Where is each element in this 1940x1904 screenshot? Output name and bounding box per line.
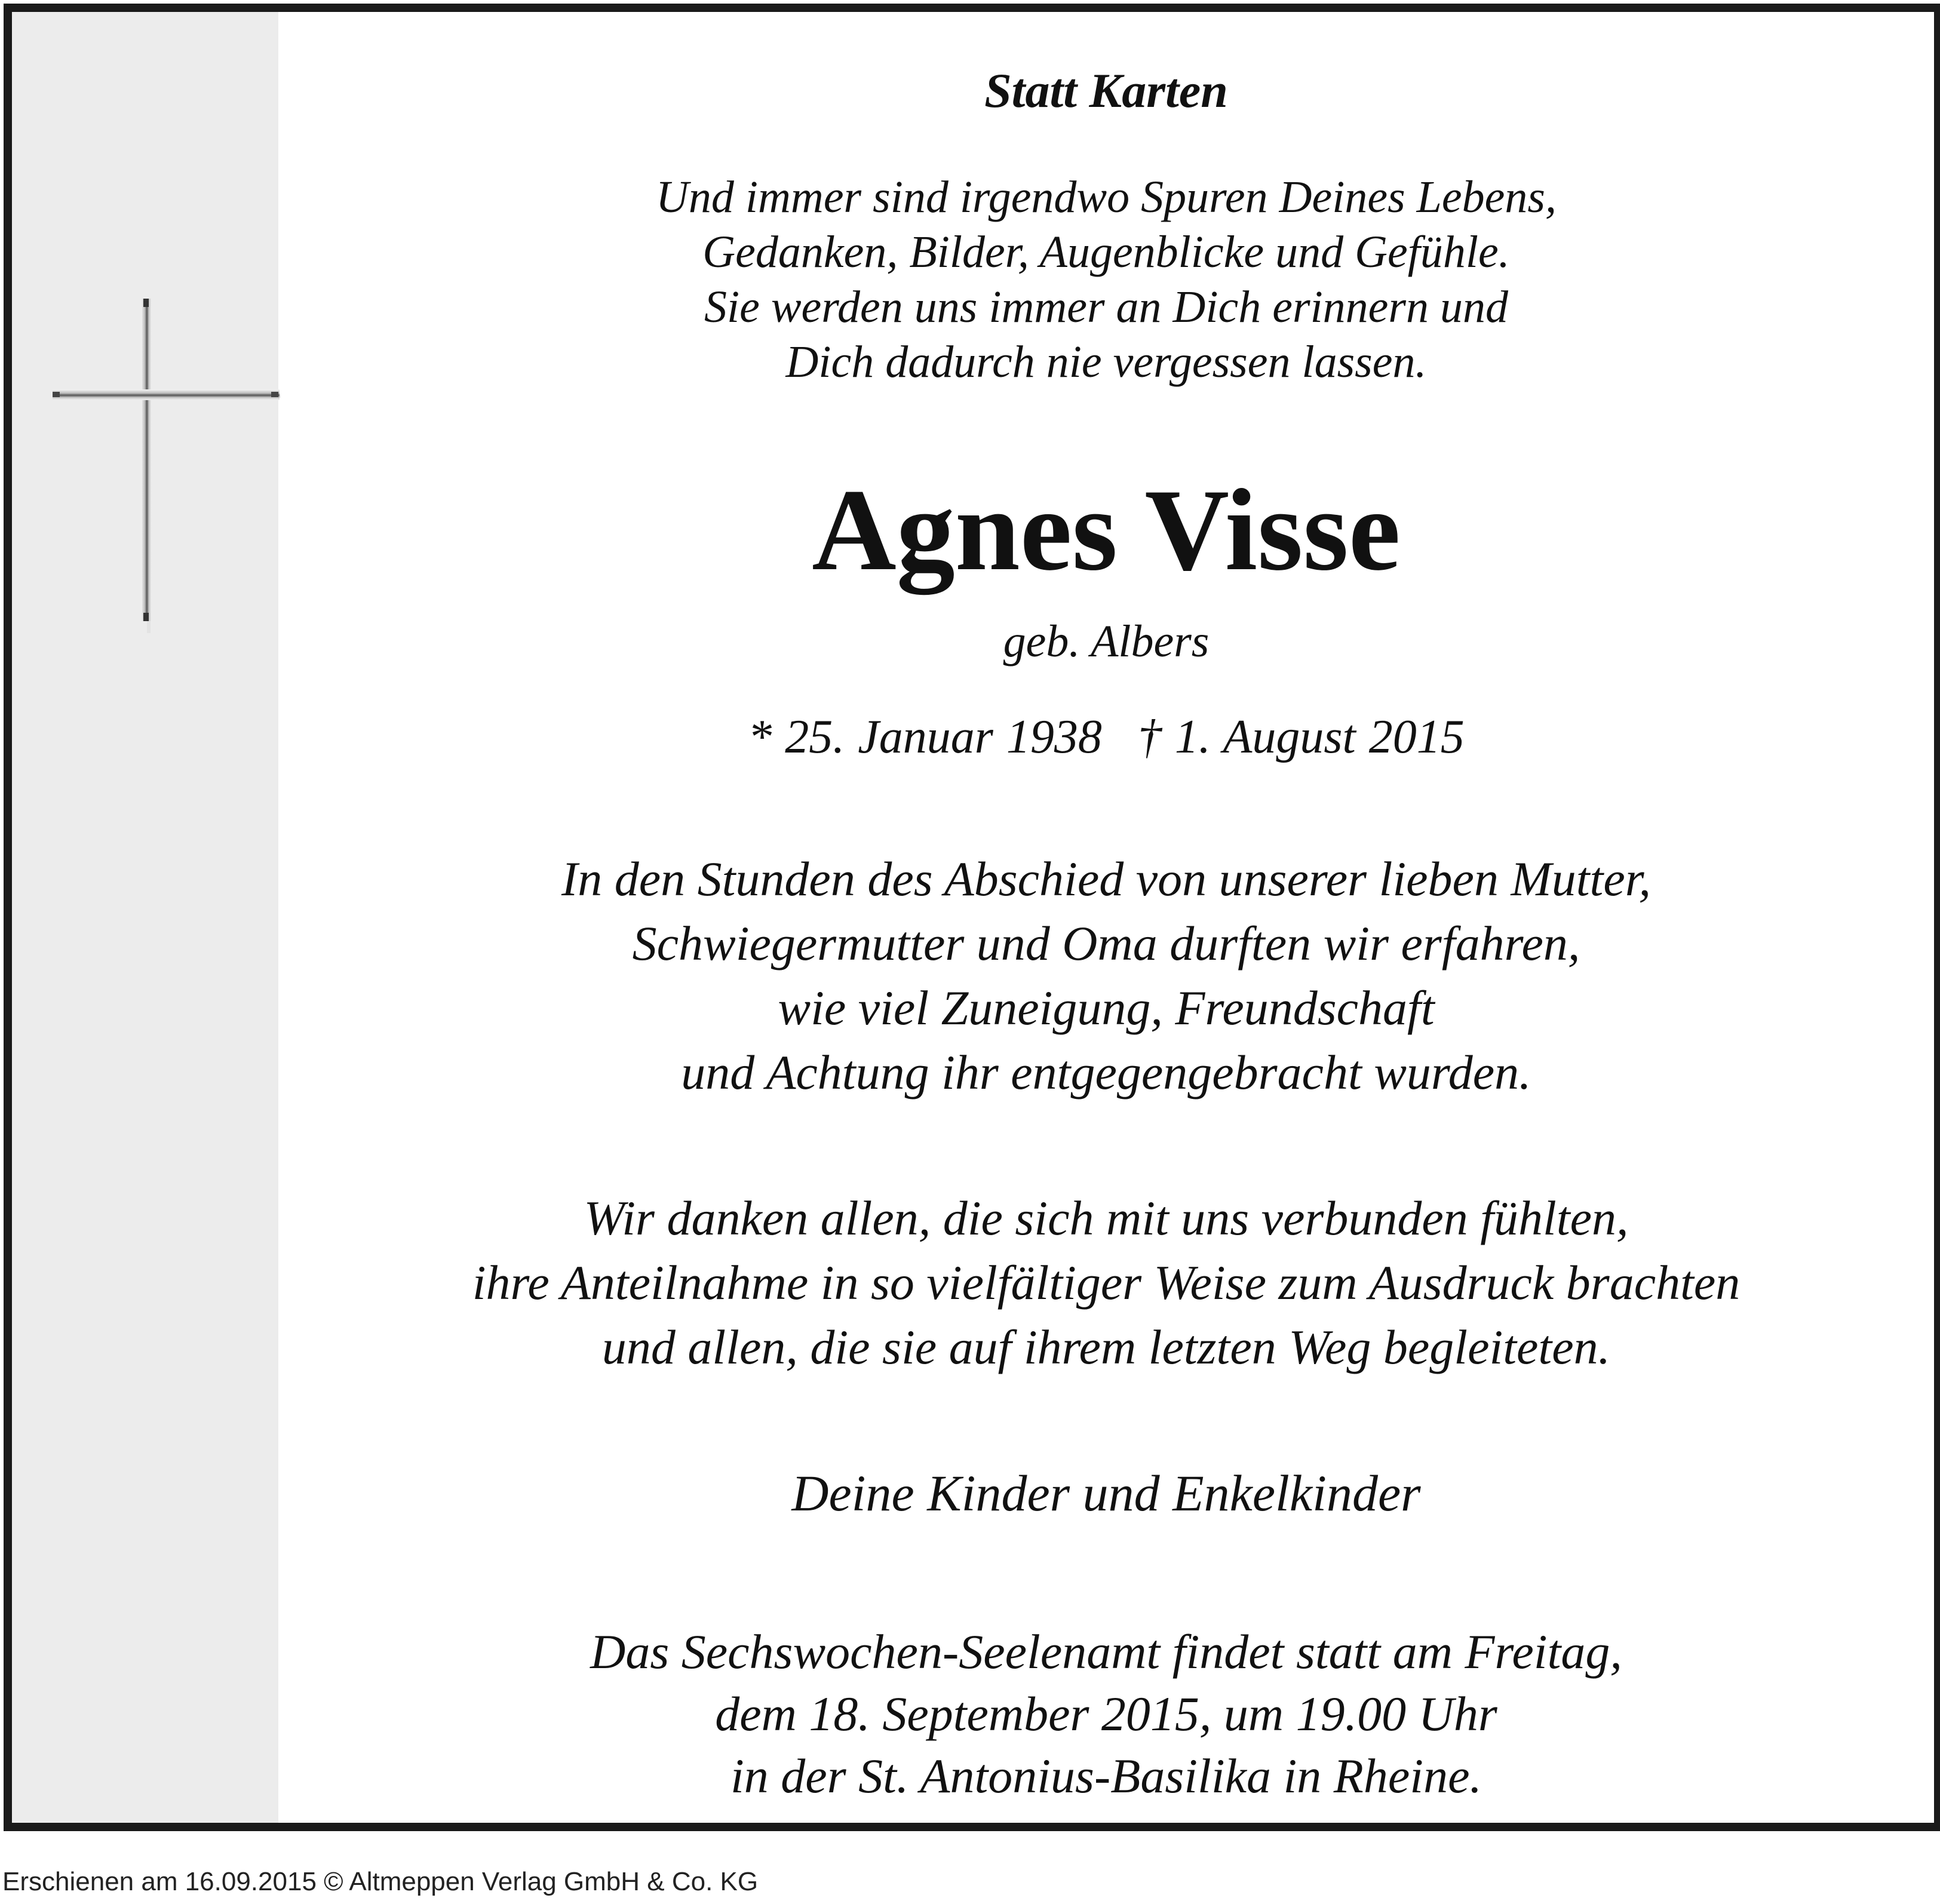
poem-line: Sie werden uns immer an Dich erinnern und — [704, 282, 1508, 332]
signature: Deine Kinder und Enkelkinder — [791, 1464, 1421, 1522]
paragraph-line: wie viel Zuneigung, Freundschaft — [778, 981, 1435, 1035]
cross-icon — [42, 287, 281, 633]
paragraph-service — [278, 1621, 1934, 1807]
paragraph-line: Das Sechswochen-Seelenamt findet statt am Freitag, — [590, 1624, 1622, 1679]
life-dates — [278, 707, 1934, 767]
paragraph-thanks — [278, 1186, 1934, 1380]
paragraph-farewell — [278, 847, 1934, 1105]
obituary-notice — [4, 4, 1940, 1831]
poem-line: Gedanken, Bilder, Augenblicke und Gefühle. — [702, 227, 1510, 277]
deceased-name: Agnes Visse — [812, 465, 1401, 595]
notice-content — [278, 12, 1934, 1823]
paragraph-line: In den Stunden des Abschied von unserer lieben Mutter, — [561, 852, 1652, 906]
maiden-name: geb. Albers — [1003, 616, 1210, 667]
poem — [278, 170, 1934, 389]
paragraph-line: und Achtung ihr entgegengebracht wurden. — [681, 1045, 1531, 1100]
paragraph-line: Schwiegermutter und Oma durften wir erfahren, — [632, 916, 1580, 971]
birth-date: * 25. Januar 1938 — [748, 711, 1102, 763]
poem-line: Dich dadurch nie vergessen lassen. — [785, 337, 1427, 387]
paragraph-line: und allen, die sie auf ihrem letzten Weg begleiteten. — [601, 1320, 1611, 1374]
intro-heading: Statt Karten — [984, 63, 1228, 118]
paragraph-line: ihre Anteilnahme in so vielfältiger Weise zum Ausdruck brachten — [472, 1255, 1741, 1310]
paragraph-line: dem 18. September 2015, um 19.00 Uhr — [715, 1687, 1497, 1741]
publication-footer: Erschienen am 16.09.2015 © Altmeppen Verlag GmbH & Co. KG — [2, 1867, 759, 1896]
side-strip — [12, 12, 278, 1823]
poem-line: Und immer sind irgendwo Spuren Deines Lebens, — [656, 172, 1557, 222]
paragraph-line: Wir danken allen, die sich mit uns verbunden fühlten, — [584, 1191, 1629, 1245]
paragraph-line: in der St. Antonius-Basilika in Rheine. — [730, 1749, 1482, 1803]
death-date: † 1. August 2015 — [1137, 711, 1465, 763]
